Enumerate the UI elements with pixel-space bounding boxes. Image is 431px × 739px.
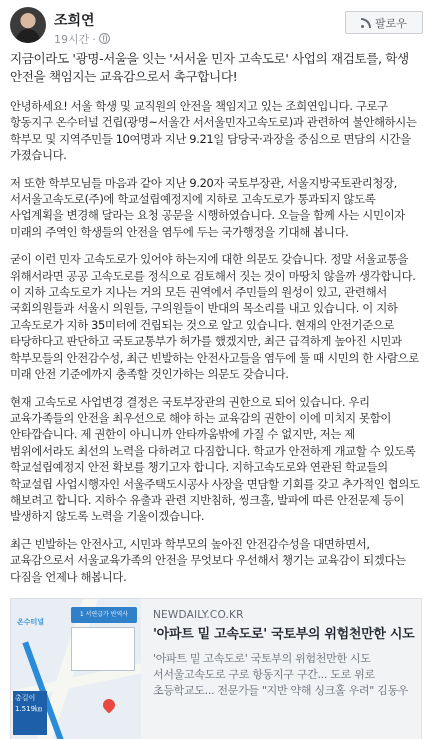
link-thumbnail-map — [11, 599, 141, 739]
link-domain: NEWDAILY.CO.KR — [153, 609, 244, 621]
follow-label: 팔로우 — [375, 16, 407, 30]
post-time[interactable]: 19시간 — [54, 33, 90, 46]
map-label: 온수터널 — [17, 618, 45, 626]
rss-icon — [361, 18, 371, 28]
globe-icon — [99, 33, 110, 44]
post-paragraph-6: 최근 빈발하는 안전사고, 시민과 학부모의 높아진 안전감수성을 대면하면서, 교육감으로서 서울교육가족의 안전을 무엇보다 우선해서 챙기는 교육감이 되겠다는 다짐을 언제나 해봅니다. — [10, 536, 406, 584]
author-name[interactable]: 조희연 — [54, 13, 95, 29]
follow-button[interactable] — [345, 11, 423, 34]
map-inset — [71, 627, 135, 671]
post-body — [10, 50, 422, 596]
author-avatar[interactable] — [10, 7, 46, 43]
map-callout: 1 서연급가 반역사 — [71, 607, 137, 623]
post-paragraph-5: 현재 고속도로 사업변경 결정은 국토부장관의 권한으로 되어 있습니다. 우리 교육가족들의 안전을 최우선으로 해야 하는 교육감의 권한이 이에 미치지 못함이 안타깝습니다. 제 권한이 아니니까 안타까움밖에 가질 수 없지만, 저는 제 범위에서라도 최선의 노력을 다하려고 다짐합니다. 학교가 안전하게 개교할 수 있도록 학교설립예정지 안전 확보를 챙기고자 합니다. 지하고속도로와 연관된 학교들의 학교설립 사업시행자인 서울주택도시공사 사장을 면담할 기회를 갖고 추가적인 협의도 해보려고 합니다. 지하수 유출과 관련 지반침하, 씽크홀, 발파에 따른 안전문제 등이 발생하지 않도록 노력을 기울이겠습니다. — [10, 394, 420, 524]
meta-dot: · — [92, 33, 96, 46]
map-badge: 총길이 1.519㎞ — [13, 691, 47, 735]
link-text — [153, 609, 417, 699]
post-paragraph-1: 지금이라도 '광명-서울을 잇는 '서서울 민자 고속도로' 사업의 재검토를, 학생 안전을 책임지는 교육감으로서 촉구합니다! — [10, 51, 409, 84]
link-preview-card[interactable] — [10, 598, 422, 739]
post-meta — [54, 31, 110, 47]
post-paragraph-2: 안녕하세요! 서울 학생 및 교직원의 안전을 책임지고 있는 조희연입니다. 구로구 항동지구 온수터널 건립(광명~서울간 서서울민자고속도로)과 관련하여 불안해하시는 학부모 및 지역주민들 10여명과 지난 9.21일 담당국·과장을 중심으로 면담의 시간을 가졌습니다. — [10, 99, 417, 163]
post-paragraph-4: 굳이 이런 민자 고속도로가 있어야 하는지에 대한 의문도 갖습니다. 정말 서울교통을 위해서라면 공공 고속도로를 정식으로 검토해서 짓는 것이 마땅치 않을까 생각합니다. 이 지하 고속도로가 지나는 거의 모든 권역에서 주민들의 원성이 있고, 관련해서 국회의원들과 서울시 의원들, 구의원들이 반대의 목소리를 내고 있습니다. 이 지하 고속도로가 지하 35미터에 건립되는 것으로 알고 있습니다. 현재의 안전기준으로 타당하다고 판단하고 국토교통부가 허가를 했겠지만, 최근 급격하게 높아진 시민과 학부모들의 안전감수성, 최근 빈발하는 안전사고들을 염두에 둘 때 시민의 한 사람으로 미래 안전 기준에까지 충족할 것인가하는 의문도 갖습니다. — [10, 252, 419, 382]
post-paragraph-3: 저 또한 학부모님들 마음과 같아 지난 9.20자 국토부장관, 서울지방국토관리청장, 서서울고속도로(주)에 학교설립예정지에 지하로 고속도로가 통과되지 않도록 사업계획을 변경해 달라는 요청 공문을 시행하였습니다. 오늘을 함께 사는 시민이자 미래의 주역인 학생들의 안전을 염두에 두는 국가행정을 기대해 봅니다. — [10, 175, 405, 239]
map-pin-icon — [101, 697, 118, 714]
link-description: '아파트 밑 고속도로' 국토부의 위험천만한 시도 서서울고속도로 구로 항동지구 구간... 도로 위로 초등학교도... 전문가들 "지반 약해 싱크홀 우려" 김동우 — [153, 652, 409, 697]
link-title[interactable]: '아파트 밑 고속도로' 국토부의 위험천만한 시도 — [153, 627, 415, 642]
post-header — [0, 0, 431, 44]
